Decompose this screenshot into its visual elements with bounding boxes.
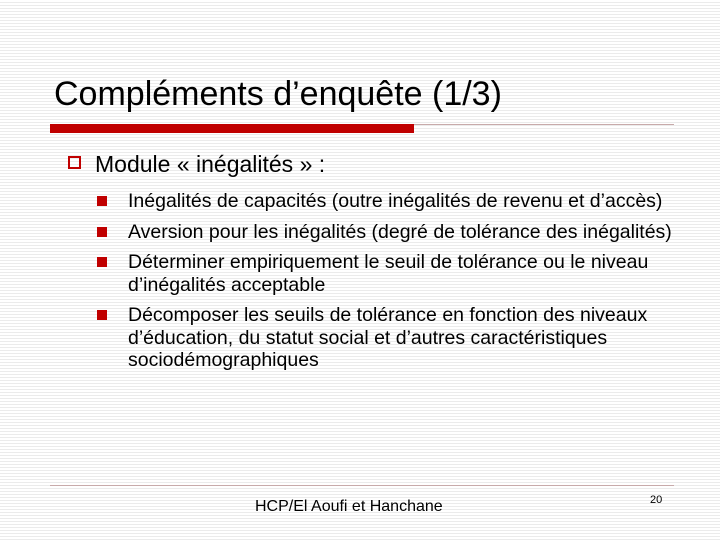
- list-item: [97, 251, 687, 296]
- list-item-text: Aversion pour les inégalités (degré de tolérance des inégalités): [128, 220, 672, 243]
- slide-title: Compléments d’enquête (1/3): [54, 75, 502, 113]
- filled-square-bullet-icon: [97, 310, 107, 320]
- filled-square-bullet-icon: [97, 196, 107, 206]
- footer-rule: [50, 485, 674, 486]
- footer-text: HCP/El Aoufi et Hanchane: [255, 498, 443, 515]
- list-item-text: Inégalités de capacités (outre inégalités de revenu et d’accès): [128, 190, 663, 212]
- level1-text: Module « inégalités » :: [95, 151, 326, 177]
- sub-bullet-list: [97, 190, 687, 380]
- filled-square-bullet-icon: [97, 227, 107, 237]
- hollow-square-bullet-icon: [68, 156, 81, 169]
- title-accent-bar: [50, 124, 414, 133]
- list-item-text: Déterminer empiriquement le seuil de tolérance ou le niveau d’inégalités acceptable: [128, 251, 649, 296]
- list-item: [97, 221, 687, 244]
- list-item: [97, 190, 687, 213]
- page-number: 20: [650, 494, 663, 506]
- list-item: [97, 304, 687, 372]
- filled-square-bullet-icon: [97, 257, 107, 267]
- list-item-text: Décomposer les seuils de tolérance en fonction des niveaux d’éducation, du statut social et d’autres caractéristiques sociodémographiques: [128, 304, 648, 371]
